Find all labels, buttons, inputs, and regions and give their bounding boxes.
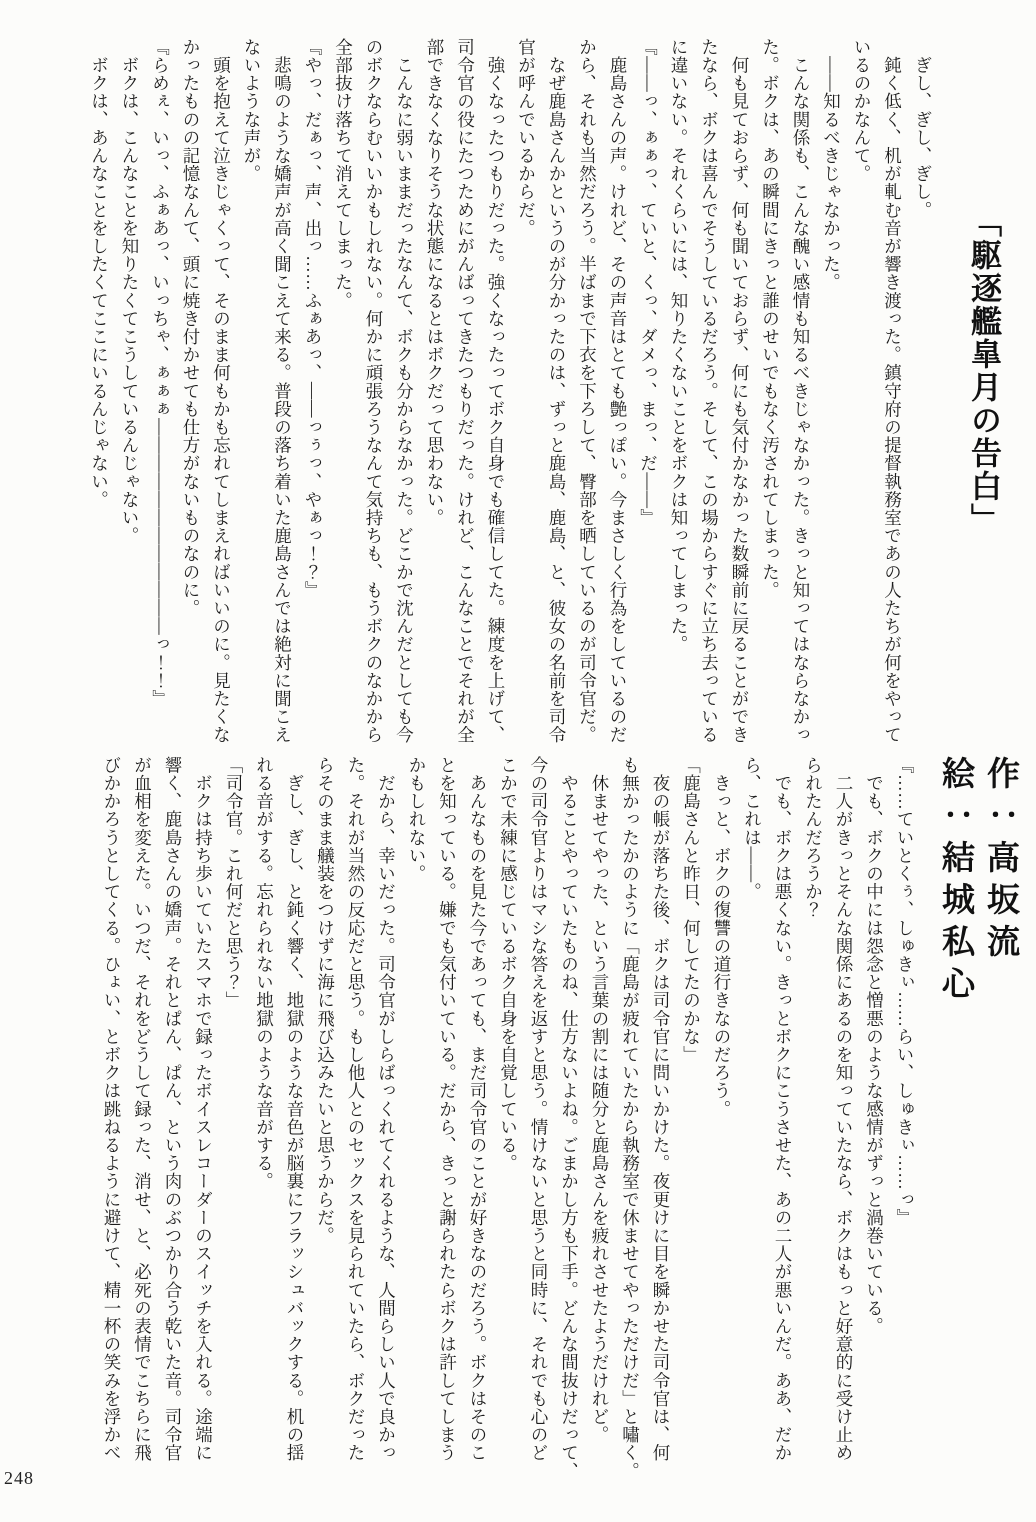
text-line: 「鹿島さんと昨日、何してたのかな」 <box>681 756 702 1064</box>
text-line: から、それも当然だろう。半ばまで下衣を下ろして、臀部を晒しているのが司令官だ。 <box>577 38 598 744</box>
text-line: かったものの記憶なんて、頭に焼き付かせても仕方がないものなのに。 <box>181 38 201 618</box>
text-line: 官が呼んでいるからだ。 <box>516 38 537 238</box>
text-line: 『らめぇ、いっ、ふぁあっ、いっちゃ、ぁぁぁ————————————っ！！』 <box>150 38 171 708</box>
text-line: ボクは、こんなことを知りたくてこうしているんじゃない。 <box>120 38 140 545</box>
text-line: に違いない。それくらいには、知りたくないことをボクは知ってしまった。 <box>669 38 689 654</box>
text-line: 『……ていとくぅ、しゅきぃ……らい、しゅきぃ……っ』 <box>895 756 915 1227</box>
text-line: やることやっていたものね、仕方ないよね。ごまかし方も下手。どんな間抜けだって、 <box>559 756 580 1480</box>
text-line: ぎし、ぎし、ぎし。 <box>913 38 933 219</box>
text-line: とを知っている。嫌でも気付いている。だから、きっと謝られたらボクは許してしまう <box>437 756 458 1462</box>
text-line: 何も見ておらず、何も聞いておらず、何にも気付かなかった数瞬前に戻ることができ <box>730 38 750 744</box>
text-line: 夜の帳が落ちた後、ボクは司令官に問いかけた。夜更けに目を瞬かせた司令官は、何 <box>651 756 671 1462</box>
text-line: 『やっ、だぁっ、声、出っ……ふぁあっ、——っぅっ、やぁっ！？』 <box>303 38 323 600</box>
text-line: ないような声が。 <box>242 38 262 183</box>
text-line: ——知るべきじゃなかった。 <box>821 38 842 292</box>
text-line: 全部抜け落ちて消えてしまった。 <box>333 38 354 310</box>
text-line: ぎし、ぎし、と鈍く響く、地獄のような音色が脳裏にフラッシュバックする。机の揺 <box>285 756 305 1462</box>
bottom-text-block <box>97 756 1025 1498</box>
text-line: られたんだろうか？ <box>803 756 824 919</box>
page-number: 248 <box>4 1468 34 1488</box>
text-line: た。それが当然の反応だと思う。もし他人とのセックスを見られていたら、ボクだった <box>346 756 366 1462</box>
text-line: かもしれない。 <box>407 756 427 883</box>
text-line: 鈍く低く、机が軋む音が響き渡った。鎮守府の提督執務室であの人たちが何をやって <box>882 38 903 744</box>
text-line: 今の司令官よりはマシな答えを返すと思う。情けないと思うと同時に、それでも心のど <box>529 756 549 1462</box>
text-line: でも、ボクは悪くない。きっとボクにこうさせた、あの二人が悪いんだ。ああ、だか <box>773 756 793 1462</box>
text-line: ボクは、あんなことをしたくてここにいるんじゃない。 <box>89 38 110 509</box>
text-line: きっと、ボクの復讐の道行きなのだろう。 <box>712 756 732 1118</box>
text-line: らそのまま艤装をつけずに海に飛び込みたいと思うからだ。 <box>315 756 336 1245</box>
text-line: 悲鳴のような嬌声が高く聞こえて来る。普段の落ち着いた鹿島さんでは絶対に聞こえ <box>272 38 293 744</box>
text-line: あんなものを見た今であっても、まだ司令官のことが好きなのだろう。ボクはそのこ <box>468 756 488 1462</box>
text-line: た。ボクは、あの瞬間にきっと誰のせいでもなく汚されてしまった。 <box>760 38 781 600</box>
text-line: 強くなったつもりだった。強くなったってボク自身でも確信してた。練度を上げて、 <box>486 38 506 744</box>
top-text-block <box>84 38 1014 750</box>
text-line: いるのかなんて。 <box>852 38 872 183</box>
text-line: 響く、鹿島さんの嬌声。それとぱん、ぱん、という肉のぶつかり合う乾いた音。司令官 <box>163 756 183 1462</box>
text-line: こんな関係も、こんな醜い感情も知るべきじゃなかった。きっと知ってはならなかっ <box>791 38 811 744</box>
text-line: 部できなくなりそうな状態になるとはボクだって思わない。 <box>425 38 445 527</box>
text-line: ボクは持ち歩いていたスマホで録ったボイスレコーダーのスイッチを入れる。途端に <box>193 756 214 1462</box>
text-line: 司令官の役にたつためにがんばってきたつもりだった。けれど、こんなことでそれが全 <box>455 38 476 744</box>
author-credit: 作：高坂流 <box>983 756 1020 966</box>
text-line: 休ませてやった、という言葉の割には随分と鹿島さんを疲れさせたようだけれど。 <box>590 756 610 1444</box>
text-line: 鹿島さんの声。けれど、その声音はとても艶っぽい。今まさしく行為をしているのだ <box>608 38 628 744</box>
text-line: でも、ボクの中には怨念と憎悪のような感情がずっと渦巻いている。 <box>864 756 885 1336</box>
text-line: こかで未練に感じているボク自身を自覚している。 <box>498 756 519 1173</box>
text-line: のボクならむいいかもしれない。何かに頑張ろうなんて気持ちも、もうボクのなかから <box>364 38 384 744</box>
text-line: たなら、ボクは喜んでそうしているだろう。そして、この場からすぐに立ち去っている <box>699 38 720 744</box>
text-line: なぜ鹿島さんかというのが分かったのは、ずっと鹿島、鹿島、と、彼女の名前を司令 <box>547 38 567 744</box>
text-line: 「司令官。これ何だと思う？」 <box>224 756 244 1010</box>
text-line: も無かったかのように「鹿島が疲れていたから執務室で休ませてやっただけだ」と嘯く。 <box>620 756 641 1480</box>
story-title: 「駆逐艦皐月の告白」 <box>966 206 1001 536</box>
artist-credit: 絵：結城私心 <box>938 756 975 1008</box>
text-line: 二人がきっとそんな関係にあるのを知っていたなら、ボクはもっと好意的に受け止め <box>834 756 854 1462</box>
text-line: 『——っ、ぁぁっ、ていと、くっ、ダメっ、まっ、だ——』 <box>638 38 659 527</box>
text-line: が血相を変えた。いつだ、それをどうして録った、消せ、と、必死の表情でこちらに飛 <box>132 756 153 1462</box>
text-line: だから、幸いだった。司令官がしらばっくれてくれるような、人間らしい人で良かっ <box>376 756 397 1462</box>
text-line: こんなに弱いままだったなんて、ボクも分からなかった。どこかで沈んだとしても今 <box>394 38 415 744</box>
text-line: 頭を抱えて泣きじゃくって、そのまま何もかも忘れてしまえればいいのに。見たくな <box>211 38 232 744</box>
text-line: ら、これは——。 <box>742 756 763 901</box>
text-line: れる音がする。忘れられない地獄のような音がする。 <box>254 756 275 1191</box>
text-line: びかかろうとしてくる。ひょい、とボクは跳ねるように避けて、精一杯の笑みを浮かべ <box>102 756 122 1462</box>
